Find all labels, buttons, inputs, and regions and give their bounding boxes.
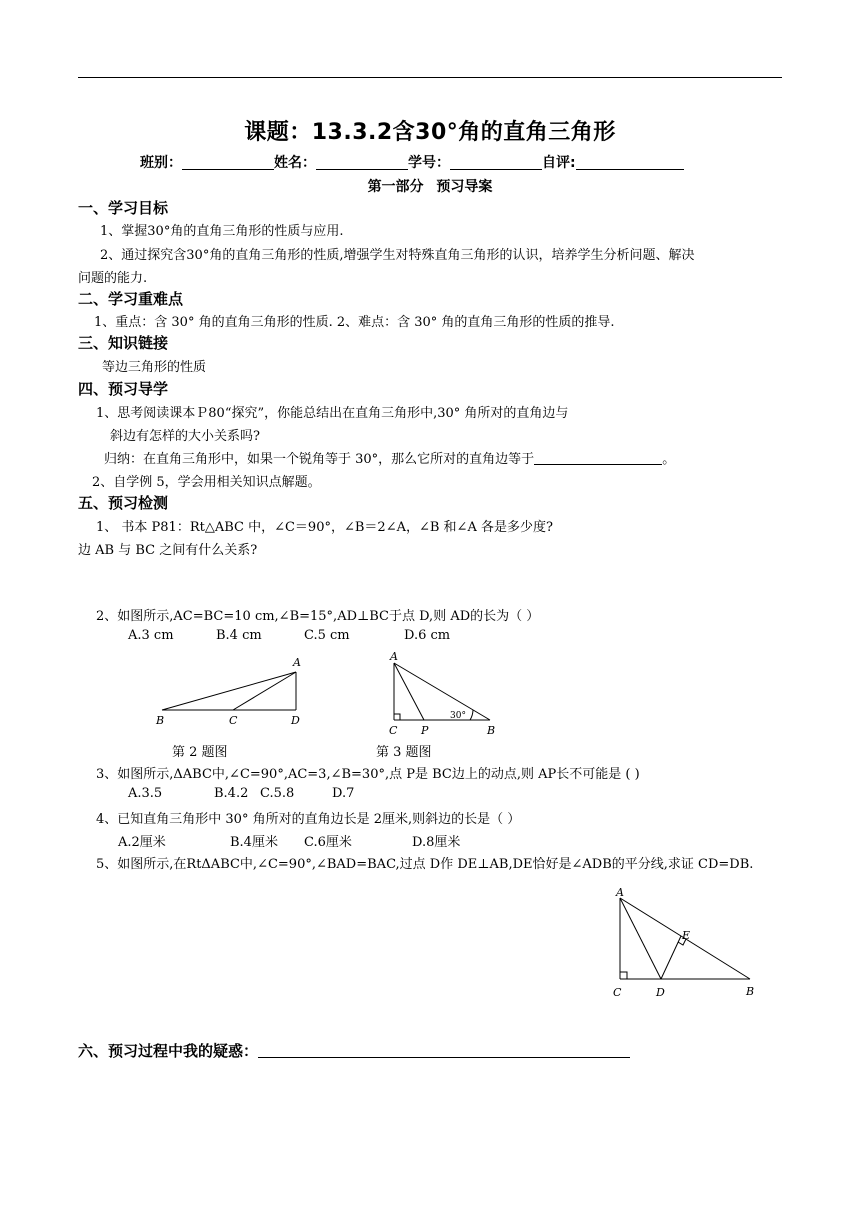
section-heading-links: 三、知识链接 — [78, 334, 169, 352]
page-title: 课题：13.3.2含30°角的直角三角形 — [244, 120, 616, 145]
name-label: 姓名： — [274, 155, 316, 171]
class-label: 班别： — [140, 155, 182, 171]
fig3-label-c: C — [389, 724, 398, 737]
check-q2: 2、如图所示,AC=BC=10 cm,∠B=15°,AD⊥BC于点 D,则 AD的长为（ ） — [96, 609, 540, 624]
name-blank[interactable] — [316, 155, 408, 170]
q2-option-d: D.6 cm — [404, 628, 451, 643]
fig5-label-c: C — [613, 986, 622, 999]
fig3-label-a: A — [390, 650, 398, 663]
q2-option-a: A.3 cm — [128, 628, 174, 643]
fig5-label-b: B — [746, 985, 755, 998]
links-line: 等边三角形的性质 — [102, 360, 207, 375]
figure-q5 — [608, 884, 768, 1004]
guide-q1: 1、思考阅读课本Ｐ80“探究”，你能总结出在直角三角形中,30° 角所对的直角边与 — [96, 406, 569, 421]
figure-q2 — [150, 652, 310, 732]
q2-option-b: B.4 cm — [216, 628, 262, 643]
id-label: 学号： — [408, 155, 450, 171]
q3-option-b: B.4.2 — [214, 786, 249, 801]
fig2-label-a: A — [293, 656, 301, 669]
section-heading-doubts — [78, 1040, 630, 1061]
q2-option-c: C.5 cm — [304, 628, 350, 643]
check-q1: 1、 书本 P81：Rt△ABC 中，∠C＝90°，∠B＝2∠A，∠B 和∠A 各是多少度? — [96, 520, 553, 535]
self-eval-label: 自评: — [542, 155, 576, 171]
check-q4: 4、已知直角三角形中 30° 角所对的直角边长是 2厘米,则斜边的长是（ ） — [96, 812, 521, 827]
goal-item-2: 2、通过探究含30°角的直角三角形的性质,增强学生对特殊直角三角形的认识，培养学生分析问题、解决 — [100, 248, 695, 263]
q4-option-d: D.8厘米 — [412, 835, 461, 850]
keypoints-line: 1、重点：含 30° 角的直角三角形的性质. 2、难点：含 30° 角的直角三角形的性质的推导. — [94, 315, 615, 330]
fig3-angle-label: 30° — [450, 711, 466, 721]
fig2-label-b: B — [156, 714, 165, 727]
section-heading-keypoints: 二、学习重难点 — [78, 290, 184, 308]
q3-option-a: A.3.5 — [128, 786, 163, 801]
q3-option-c: C.5.8 — [260, 786, 295, 801]
class-blank[interactable] — [182, 155, 274, 170]
check-q3: 3、如图所示,ΔABC中,∠C=90°,AC=3,∠B=30°,点 P是 BC边上的动点,则 AP长不可能是 ( ) — [96, 767, 640, 782]
header-rule — [78, 77, 782, 78]
doubts-label: 六、预习过程中我的疑惑： — [78, 1042, 259, 1060]
check-q1-cont: 边 AB 与 BC 之间有什么关系? — [78, 543, 258, 558]
fig5-label-a: A — [616, 886, 624, 899]
q4-option-a: A.2厘米 — [118, 835, 166, 850]
guide-summary — [104, 448, 675, 467]
summary-blank[interactable] — [534, 452, 662, 465]
summary-end: 。 — [662, 452, 676, 467]
q4-option-b: B.4厘米 — [230, 835, 278, 850]
section-heading-goals: 一、学习目标 — [78, 199, 169, 217]
guide-q1-cont: 斜边有怎样的大小关系吗? — [110, 429, 260, 444]
student-info-line — [140, 152, 684, 172]
fig2-label-c: C — [229, 714, 238, 727]
fig2-caption: 第 2 题图 — [172, 745, 228, 760]
summary-text: 归纳：在直角三角形中，如果一个锐角等于 30°，那么它所对的直角边等于 — [104, 452, 535, 467]
fig5-label-d: D — [656, 986, 665, 999]
q3-option-d: D.7 — [332, 786, 355, 801]
goal-item-1: 1、掌握30°角的直角三角形的性质与应用. — [100, 224, 344, 239]
fig3-label-b: B — [487, 724, 496, 737]
fig3-label-p: P — [421, 724, 429, 737]
goal-item-2-cont: 问题的能力. — [78, 271, 148, 286]
figure-q3 — [384, 650, 504, 740]
guide-q2: 2、自学例 5，学会用相关知识点解题。 — [92, 475, 321, 490]
fig2-label-d: D — [291, 714, 300, 727]
section-heading-check: 五、预习检测 — [78, 494, 169, 512]
part-title: 第一部分 预习导案 — [367, 179, 493, 195]
self-eval-blank[interactable] — [576, 155, 684, 170]
check-q5: 5、如图所示,在RtΔABC中,∠C=90°,∠BAD=BAC,过点 D作 DE⊥AB,DE恰好是∠ADB的平分线,求证 CD=DB. — [96, 857, 754, 872]
section-heading-guide: 四、预习导学 — [78, 380, 169, 398]
id-blank[interactable] — [450, 155, 542, 170]
q4-option-c: C.6厘米 — [304, 835, 352, 850]
fig3-caption: 第 3 题图 — [376, 745, 432, 760]
doubts-blank[interactable] — [258, 1043, 630, 1058]
fig5-label-e: E — [682, 929, 691, 942]
